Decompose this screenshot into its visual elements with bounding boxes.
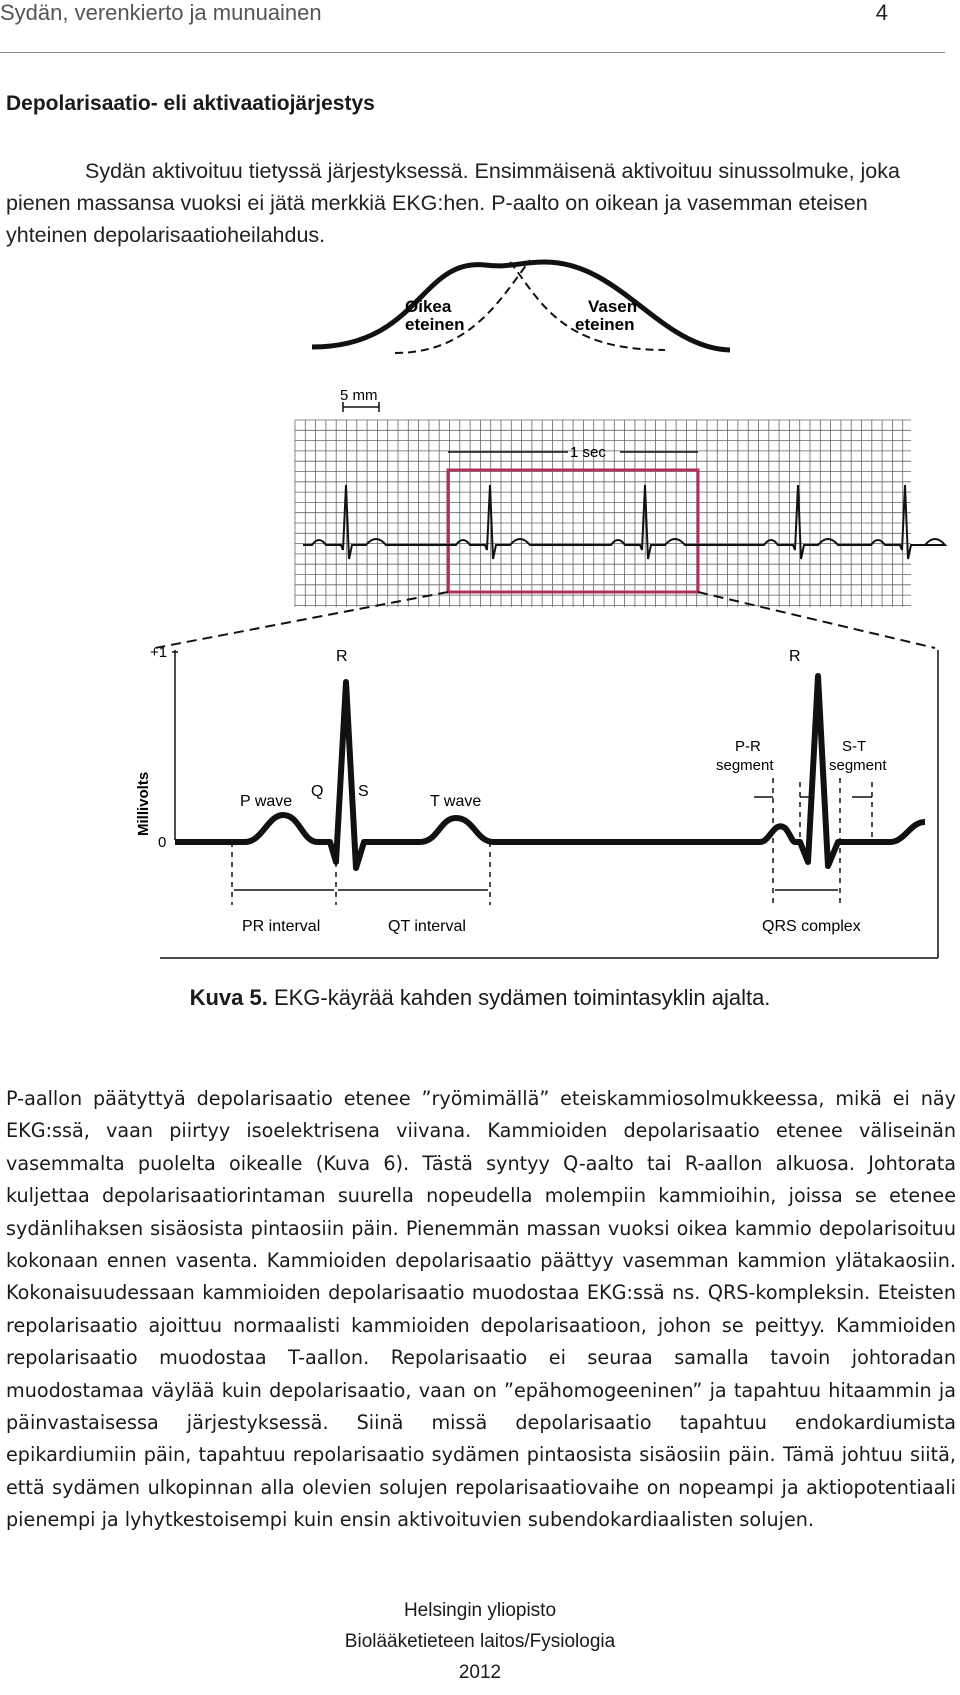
label-st-segment-2: segment [829, 757, 887, 774]
label-oikea: Oikea [405, 297, 452, 316]
label-eteinen-left: eteinen [575, 315, 635, 334]
strip-ecg-trace [303, 485, 945, 559]
caption-label: Kuva 5. [189, 985, 268, 1010]
detailed-ecg [135, 644, 938, 958]
label-q: Q [311, 783, 324, 800]
section-heading: Depolarisaatio- eli aktivaatiojärjestys [6, 92, 375, 115]
header-divider [0, 52, 945, 53]
running-header-title: Sydän, verenkierto ja munuainen [0, 0, 322, 25]
zoom-line-left [155, 592, 448, 648]
label-qrs-complex: QRS complex [762, 918, 861, 935]
label-1-sec: 1 sec [570, 444, 606, 461]
footer-year: 2012 [458, 1662, 502, 1683]
label-r2: R [789, 648, 801, 665]
label-vasen: Vasen [588, 297, 638, 316]
label-p-wave: P wave [240, 793, 293, 810]
label-5mm: 5 mm [340, 387, 378, 404]
caption-text: EKG-käyrää kahden sydämen toimintasyklin ajalta. [267, 985, 771, 1010]
label-r1: R [336, 648, 348, 665]
ecg-grid-strip [295, 387, 945, 607]
ecg-figure [0, 245, 960, 965]
figure-caption [0, 985, 960, 1011]
atria-curves [312, 260, 730, 353]
ecg-trace [175, 676, 925, 868]
label-pr-segment-2: segment [716, 757, 774, 774]
label-t-wave: T wave [430, 793, 482, 810]
label-pr-interval: PR interval [242, 918, 321, 935]
footer [0, 1595, 960, 1688]
footer-department: Biolääketieteen laitos/Fysiologia [344, 1631, 616, 1652]
label-qt-interval: QT interval [388, 918, 466, 935]
label-pr-segment-1: P-R [735, 738, 761, 755]
label-plus-one: +1 [150, 644, 168, 661]
body-paragraph: P-aallon päätyttyä depolarisaatio etenee ”ryömimällä” eteiskammiosolmukkeessa, mikä ei näy EKG:ssä, vaan piirtyy isoelektrisena viivana. Kammioiden depolarisaatio etenee väliseinän vasemmalta puolelta oikealle (Kuva 6). Tästä syntyy Q-aalto tai R-aallon alkuosa. Johtorata kuljettaa depolarisaatiorintaman suurella nopeudella molempiin kammioihin, joissa se etenee sydänlihaksen sisäosista pintaosiin päin. Pienemmän massan vuoksi oikea kammio depolarisoituu kokonaan ennen vasenta. Kammioiden depolarisaatio päättyy vasemman kammion ylätakaosiin. Kokonaisuudessaan kammioiden depolarisaatio muodostaa EKG:ssä ns. QRS-kompleksin. Eteisten repolarisaatio ajoittuu normaalisti kammioiden depolarisaatioon, johon se peittyy. Kammioiden repolarisaatio muodostaa T-aallon. Repolarisaatio ei seuraa samalla tavoin johtoradan muodostamaa väylää kuin depolarisaatio, vaan on ”epähomogeeninen” ja tapahtuu hitaammin ja päinvastaisessa järjestyksessä. Siinä missä depolarisaatio tapahtuu endokardiumista epikardiumiin päin, tapahtuu repolarisaatio sydämen pintaosista sisäosiin päin. Tämä johtuu siitä, että sydämen ulkopinnan alla olevien solujen repolarisaatiovaihe on nopeampi ja aktiopotentiaali pienempi ja lyhytkestoisempi kuin ensin aktivoituvien subendokardiaalisten solujen. [6, 1087, 956, 1532]
footer-university: Helsingin yliopisto [403, 1600, 557, 1621]
label-st-segment-1: S-T [842, 738, 867, 755]
y-axis-label: Millivolts [135, 771, 152, 836]
intro-paragraph: Sydän aktivoituu tietyssä järjestyksessä. Ensimmäisenä aktivoituu sinussolmuke, joka pienen massansa vuoksi ei jätä merkkiä EKG:hen. P-aalto on oikean ja vasemman eteisen yhteinen depolarisaatioheilahdus. [6, 159, 900, 247]
label-s: S [358, 783, 369, 800]
label-eteinen-right: eteinen [405, 315, 465, 334]
label-zero: 0 [158, 834, 167, 851]
zoom-line-right [698, 592, 935, 648]
page-number: 4 [875, 0, 888, 25]
